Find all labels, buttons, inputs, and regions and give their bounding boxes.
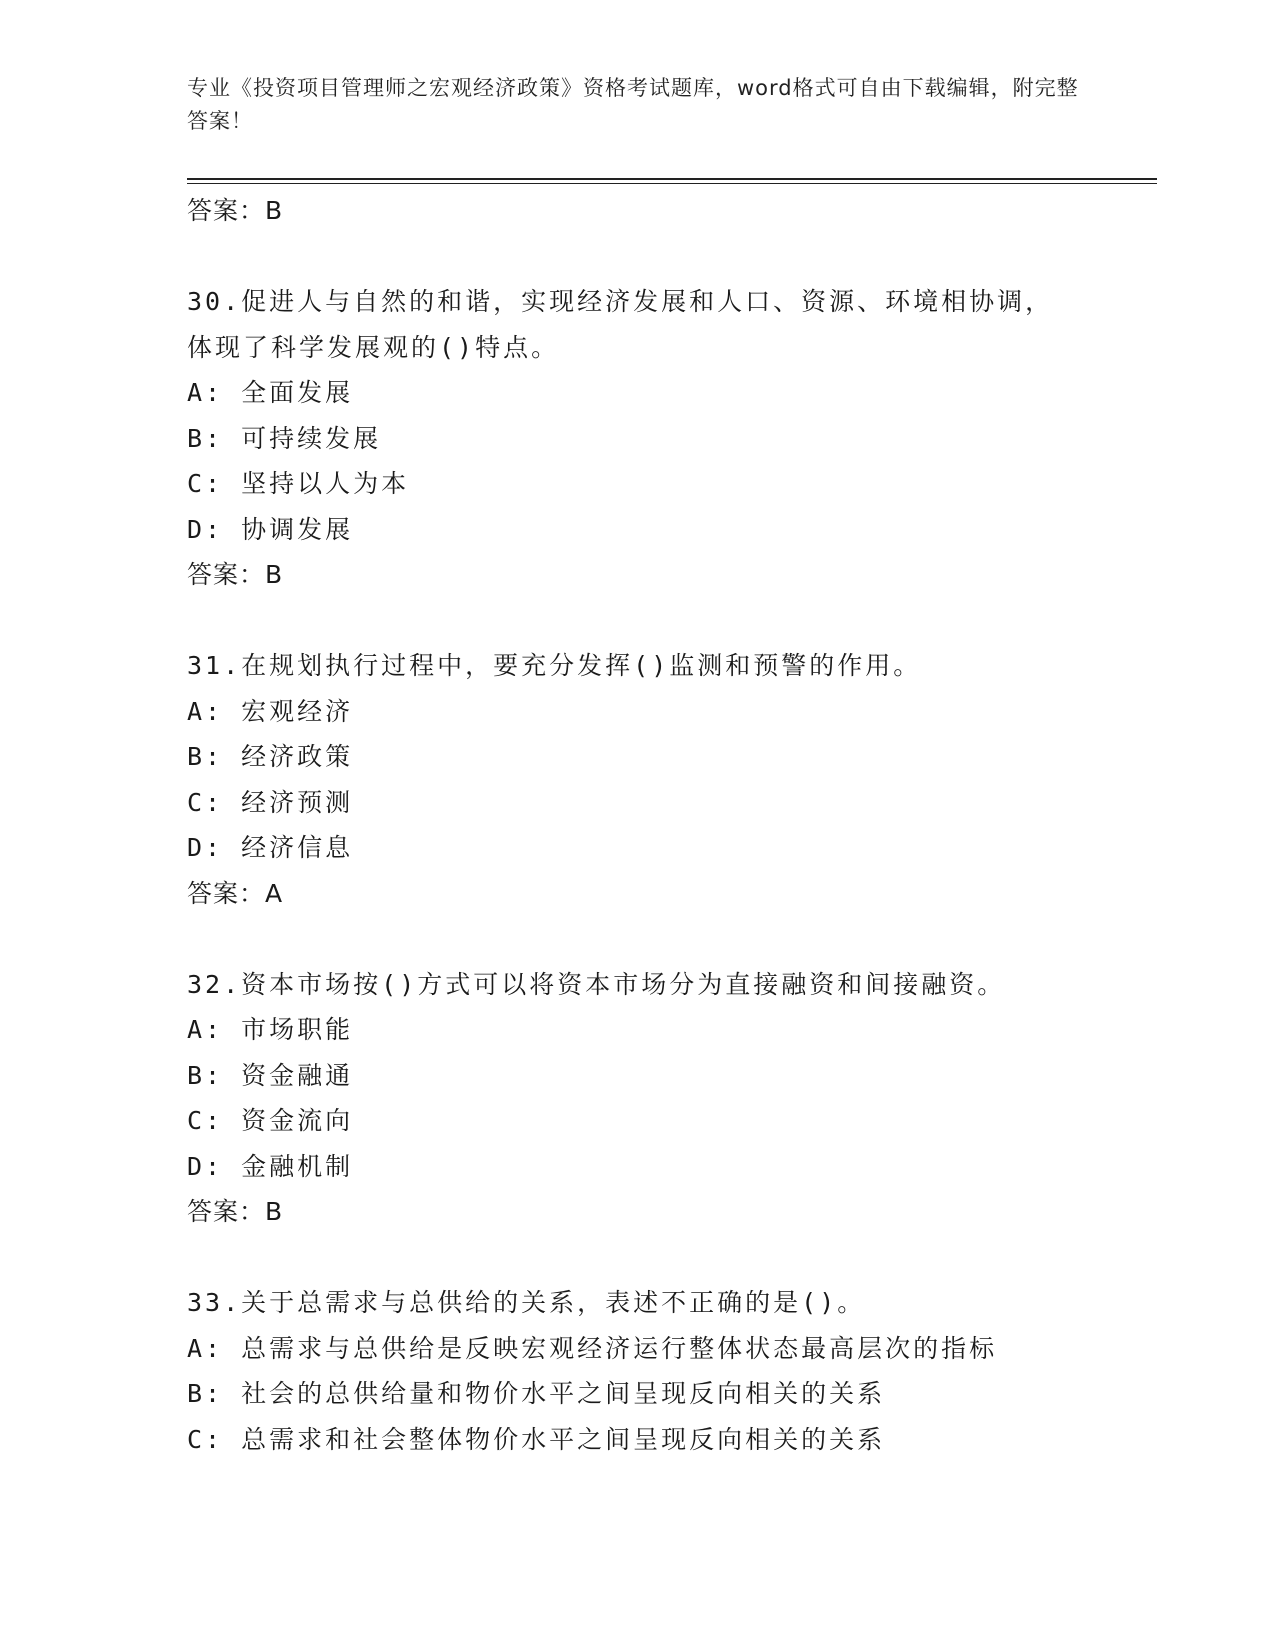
question-stem: 32.资本市场按()方式可以将资本市场分为直接融资和间接融资。 <box>187 969 1006 999</box>
option-a: A: 市场职能 <box>187 1015 354 1044</box>
question-stem: 33.关于总需求与总供给的关系，表述不正确的是()。 <box>187 1288 866 1317</box>
document-header: 专业《投资项目管理师之宏观经济政策》资格考试题库，word格式可自由下载编辑，附完整答案！ <box>187 76 1079 133</box>
answer-line: 答案：B <box>187 560 284 589</box>
question-31 <box>187 643 1167 916</box>
option-a: A: 宏观经济 <box>187 696 354 726</box>
option-b: B: 经济政策 <box>187 742 354 771</box>
question-stem: 30.促进人与自然的和谐，实现经济发展和人口、资源、环境相协调， <box>187 287 1054 316</box>
option-d: D: 经济信息 <box>187 833 354 862</box>
spacer <box>187 1235 1167 1281</box>
answer-line: 答案：B <box>187 196 284 225</box>
option-b: B: 可持续发展 <box>187 423 382 453</box>
question-33 <box>187 1280 1167 1462</box>
document-body <box>187 188 1167 1462</box>
spacer <box>187 234 1167 280</box>
header-rule-thick <box>187 178 1157 180</box>
question-stem: 体现了科学发展观的()特点。 <box>187 332 560 362</box>
option-c: C: 坚持以人为本 <box>187 469 410 498</box>
option-a: A: 总需求与总供给是反映宏观经济运行整体状态最高层次的指标 <box>187 1333 998 1363</box>
option-c: C: 经济预测 <box>187 787 354 817</box>
header-rule-thin <box>187 183 1157 184</box>
answer-line: 答案：B <box>187 1197 284 1226</box>
question-30 <box>187 279 1167 598</box>
question-stem: 31.在规划执行过程中，要充分发挥()监测和预警的作用。 <box>187 651 922 680</box>
spacer <box>187 598 1167 644</box>
option-a: A: 全面发展 <box>187 378 354 407</box>
question-32 <box>187 962 1167 1235</box>
spacer <box>187 916 1167 962</box>
option-c: C: 总需求和社会整体物价水平之间呈现反向相关的关系 <box>187 1424 886 1454</box>
answer-line: 答案：A <box>187 878 284 908</box>
option-b: B: 资金融通 <box>187 1060 354 1090</box>
option-c: C: 资金流向 <box>187 1106 354 1135</box>
option-d: D: 协调发展 <box>187 514 354 544</box>
option-d: D: 金融机制 <box>187 1151 354 1181</box>
option-b: B: 社会的总供给量和物价水平之间呈现反向相关的关系 <box>187 1379 886 1408</box>
